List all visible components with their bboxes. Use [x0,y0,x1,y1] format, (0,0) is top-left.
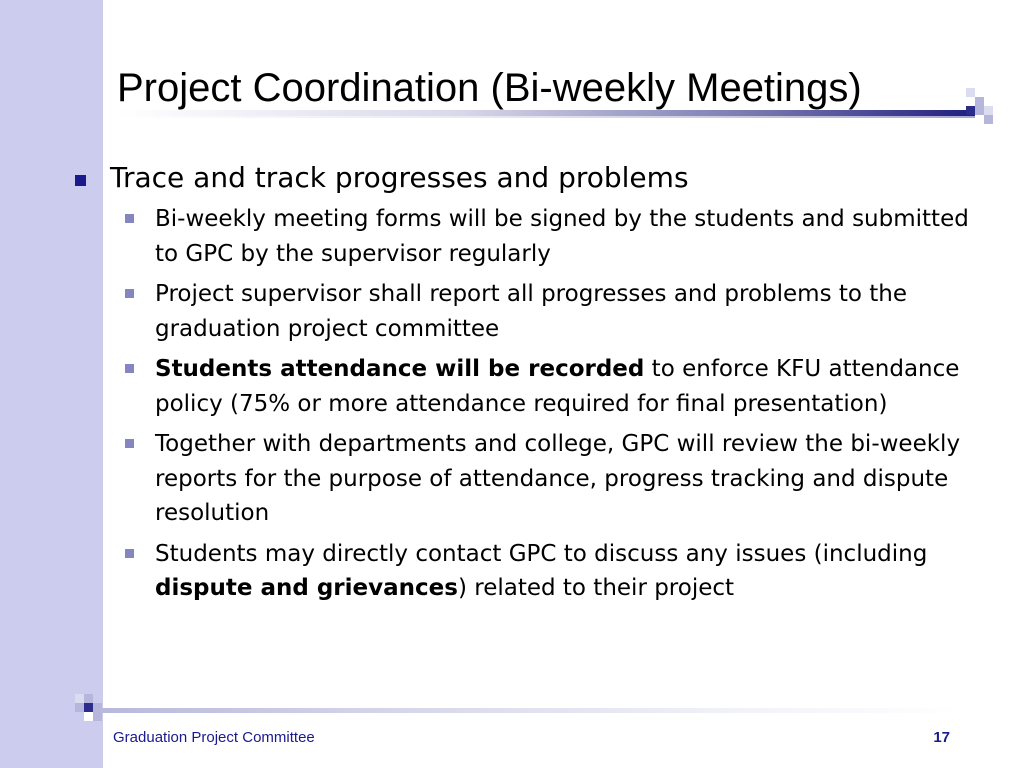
deco-square [975,106,984,115]
slide-title: Project Coordination (Bi-weekly Meetings) [117,66,862,110]
deco-square [75,694,84,703]
deco-square [984,106,993,115]
deco-square [93,712,102,721]
deco-square [84,703,93,712]
sub-bullet-text: Together with departments and college, GPC will review the bi-weekly reports for the purpose of attendance, progress tracking and dispute resolution [155,431,961,526]
square-bullet-icon [125,549,134,558]
sub-bullet-item [125,352,975,421]
sub-bullet-item [125,537,975,606]
square-bullet-icon [125,289,134,298]
sub-bullet-item [125,277,975,346]
deco-square [984,115,993,124]
sub-bullet-before: Students may directly contact GPC to discuss any issues (including [155,540,928,567]
main-bullet-text: Trace and track progresses and problems [110,161,689,194]
sub-bullet-text: Project supervisor shall report all progresses and problems to the graduation project committee [155,281,908,342]
deco-square [84,694,93,703]
deco-square [75,703,84,712]
square-bullet-icon [125,214,134,223]
sub-bullet-item [125,427,975,531]
deco-square [975,97,984,106]
sub-bullet-text [155,352,975,421]
footer-organization: Graduation Project Committee [113,729,315,746]
main-bullet-item [75,158,975,198]
bold-emphasis: Students attendance will be recorded [155,356,645,382]
square-bullet-icon [75,175,86,186]
page-number: 17 [933,729,950,746]
footer-rule [100,708,960,713]
sub-bullet-after: ) related to their project [457,575,735,601]
sub-bullet-text [155,537,975,606]
slide-body [75,158,975,612]
sub-bullet-rest: to enforce KFU attendance policy (75% or more attendance required for final presentation) [155,356,960,417]
bold-emphasis: dispute and grievances [155,575,458,601]
sub-bullet-item [125,202,975,271]
title-underline-thin [117,116,975,118]
deco-square [84,712,93,721]
square-bullet-icon [125,439,134,448]
deco-square [966,88,975,97]
deco-square [966,106,975,115]
sub-bullet-text: Bi-weekly meeting forms will be signed by the students and submitted to GPC by the supervisor regularly [155,206,969,267]
square-bullet-icon [125,364,134,373]
